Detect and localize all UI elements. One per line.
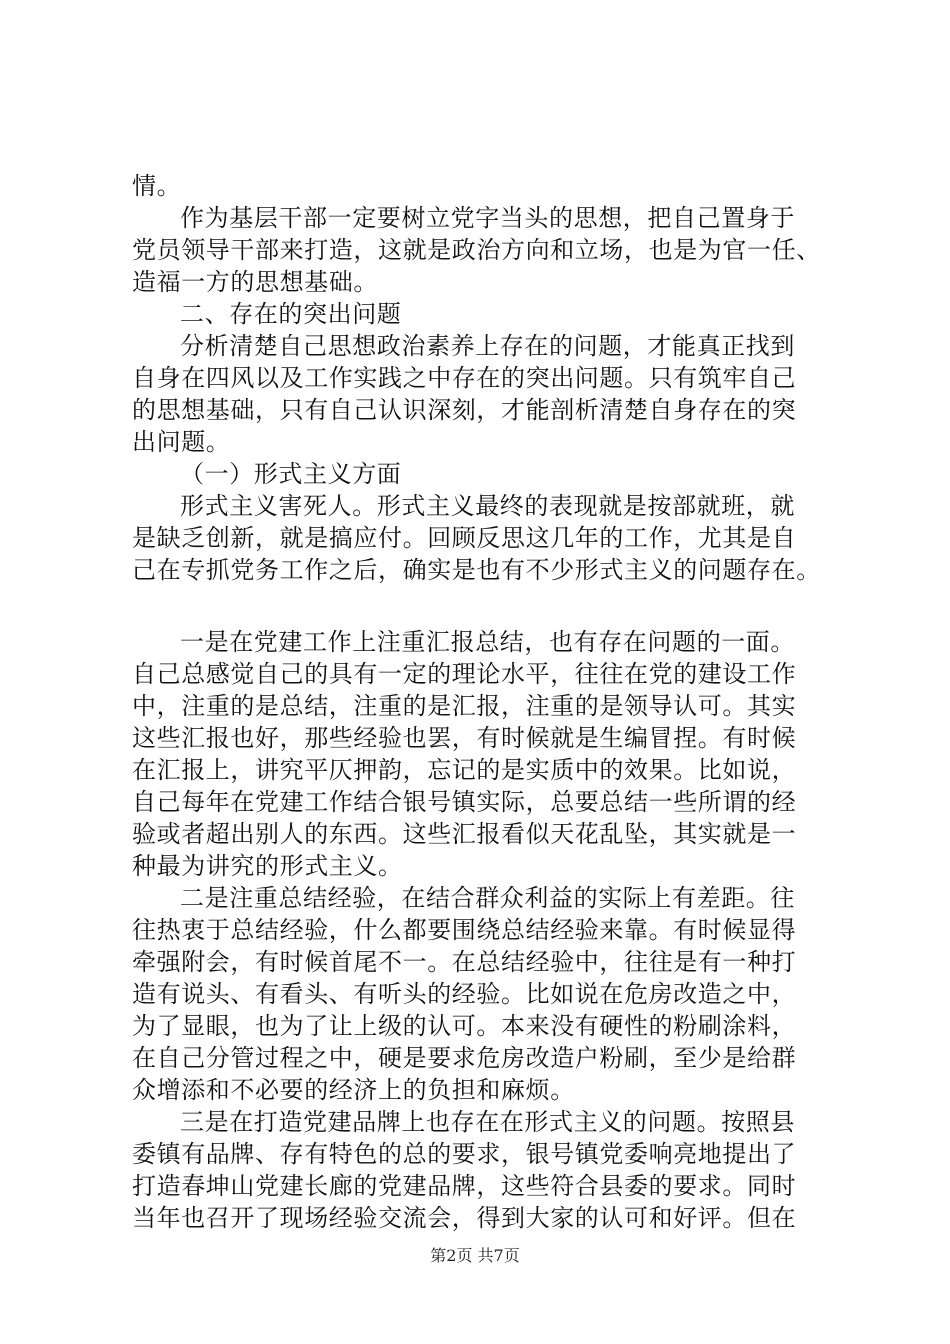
text-line: 是缺乏创新，就是搞应付。回顾反思这几年的工作，尤其是自 <box>132 524 797 552</box>
subsection-heading: （一）形式主义方面 <box>180 460 402 488</box>
text-line: 造福一方的思想基础。 <box>132 268 378 296</box>
text-line: 牵强附会，有时候首尾不一。在总结经验中，往往是有一种打 <box>132 948 797 976</box>
text-line: 当年也召开了现场经验交流会，得到大家的认可和好评。但在 <box>132 1204 797 1232</box>
text-line: 在自己分管过程之中，硬是要求危房改造户粉刷，至少是给群 <box>132 1044 797 1072</box>
text-line: 委镇有品牌、存有特色的总的要求，银号镇党委响亮地提出了 <box>132 1140 797 1168</box>
paragraph-start: 二是注重总结经验，在结合群众利益的实际上有差距。往 <box>180 884 795 912</box>
page-number-footer: 第2页 共7页 <box>430 1246 520 1265</box>
paragraph-start: 作为基层干部一定要树立党字当头的思想，把自己置身于 <box>180 204 795 232</box>
text-line: 情。 <box>132 172 182 200</box>
text-line: 验或者超出别人的东西。这些汇报看似天花乱坠，其实就是一 <box>132 820 797 848</box>
text-line: 往热衷于总结经验，什么都要围绕总结经验来靠。有时候显得 <box>132 916 797 944</box>
paragraph-start: 三是在打造党建品牌上也存在在形式主义的问题。按照县 <box>180 1108 795 1136</box>
text-line: 种最为讲究的形式主义。 <box>132 852 403 880</box>
text-line: 自己每年在党建工作结合银号镇实际，总要总结一些所谓的经 <box>132 788 797 816</box>
text-line: 出问题。 <box>132 428 231 456</box>
text-line: 自身在四风以及工作实践之中存在的突出问题。只有筑牢自己 <box>132 364 797 392</box>
text-line: 造有说头、有看头、有听头的经验。比如说在危房改造之中， <box>132 980 797 1008</box>
paragraph-gap <box>132 586 832 626</box>
section-heading: 二、存在的突出问题 <box>180 300 402 328</box>
text-line: 打造春坤山党建长廊的党建品牌，这些符合县委的要求。同时 <box>132 1172 797 1200</box>
text-line: 党员领导干部来打造，这就是政治方向和立场，也是为官一任、 <box>132 236 821 264</box>
text-line: 这些汇报也好，那些经验也罢，有时候就是生编冒捏。有时候 <box>132 724 797 752</box>
paragraph-start: 一是在党建工作上注重汇报总结，也有存在问题的一面。 <box>180 628 795 656</box>
text-line: 中，注重的是总结，注重的是汇报，注重的是领导认可。其实 <box>132 692 797 720</box>
text-line: 自己总感觉自己的具有一定的理论水平，往往在党的建设工作 <box>132 660 797 688</box>
paragraph-start: 分析清楚自己思想政治素养上存在的问题，才能真正找到 <box>180 332 795 360</box>
text-line: 为了显眼，也为了让上级的认可。本来没有硬性的粉刷涂料， <box>132 1012 797 1040</box>
text-line: 在汇报上，讲究平仄押韵，忘记的是实质中的效果。比如说， <box>132 756 797 784</box>
text-line: 己在专抓党务工作之后，确实是也有不少形式主义的问题存在。 <box>132 556 821 584</box>
text-line: 的思想基础，只有自己认识深刻，才能剖析清楚自身存在的突 <box>132 396 797 424</box>
document-body <box>132 170 832 1234</box>
paragraph-start: 形式主义害死人。形式主义最终的表现就是按部就班，就 <box>180 492 795 520</box>
text-line: 众增添和不必要的经济上的负担和麻烦。 <box>132 1076 575 1104</box>
